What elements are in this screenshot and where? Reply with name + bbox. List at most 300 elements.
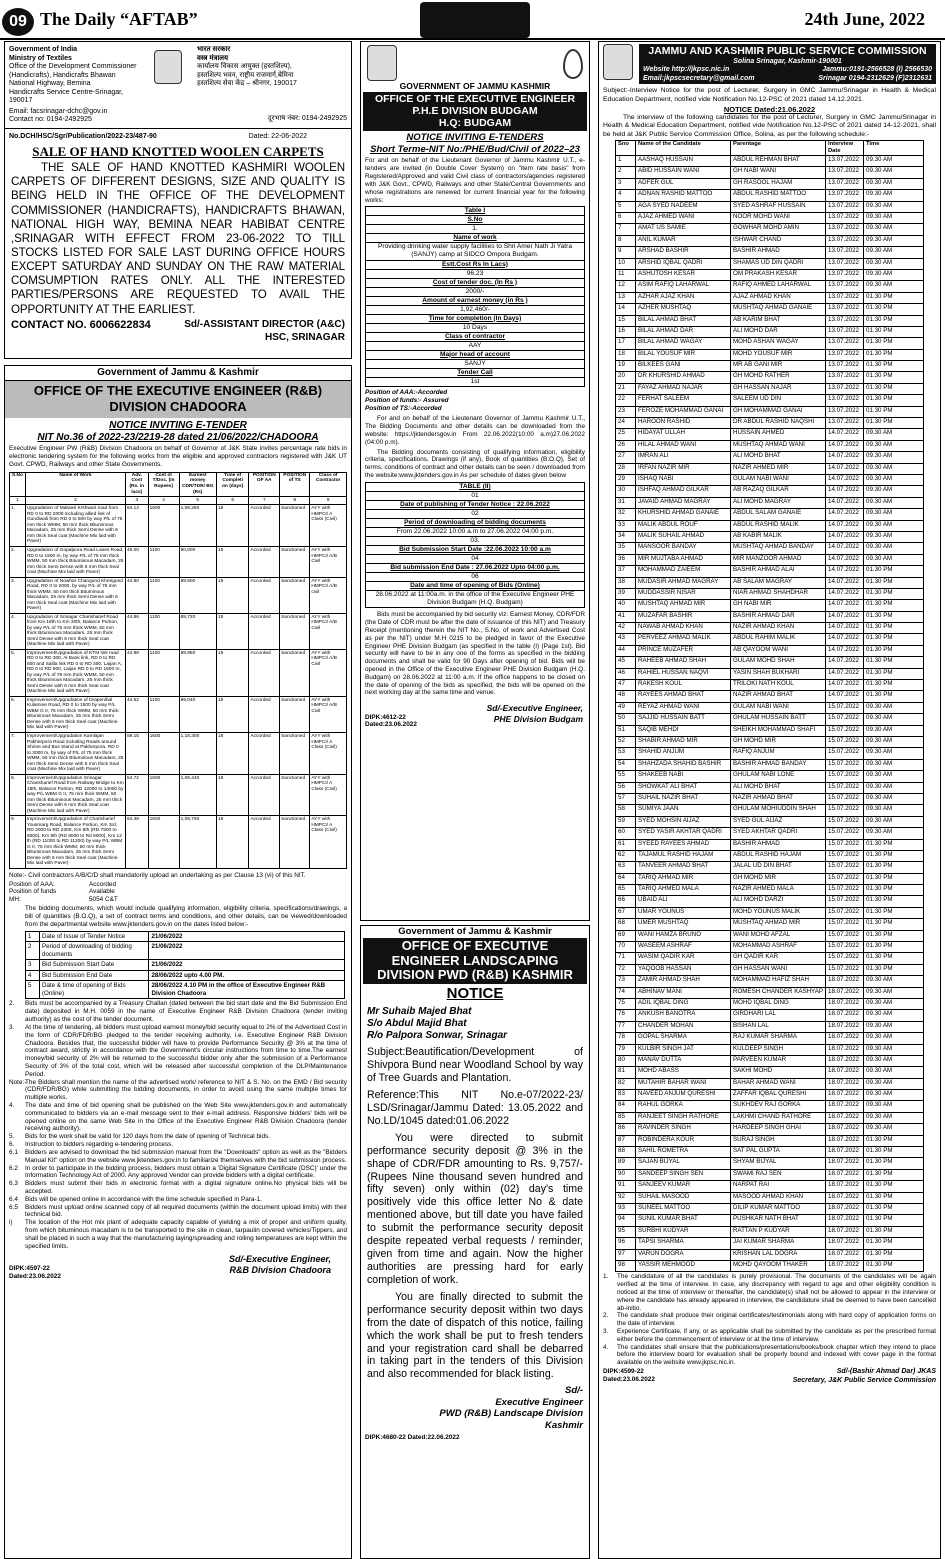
table-cell: 09.30 AM — [864, 736, 924, 747]
note-number: 1. — [603, 1273, 609, 1281]
table-cell: 45 — [616, 657, 636, 668]
table-cell: 3 — [26, 960, 40, 971]
website-text: Website http://jkpsc.nic.in — [643, 66, 730, 74]
addressee-line: R/o Palpora Sonwar, Srinagar — [367, 1030, 508, 1042]
table-cell: 93 — [616, 1204, 636, 1215]
table-row — [616, 178, 924, 189]
table-row — [616, 190, 924, 201]
signatory-office: PHE Division Budgam — [493, 713, 583, 724]
table-cell: 53 — [616, 748, 636, 759]
table-cell: 13 — [616, 292, 636, 303]
table-row — [366, 234, 585, 243]
table-cell: 44.52 — [125, 696, 148, 732]
table-cell: 14.07.2022 — [826, 554, 864, 565]
clause-number: 2. — [9, 1000, 15, 1008]
table-cell: 65 — [616, 885, 636, 896]
table-row — [616, 623, 924, 634]
table-cell: 96.23 — [366, 269, 585, 278]
table-cell: ADIL IQBAL DING — [636, 998, 731, 1009]
note-text: Note:- Civil contractors A/B/C/D shall mandatorily upload an undertaking as per Clause 13 (vi) of this NIT. — [9, 871, 306, 879]
table-cell: 01.30 PM — [864, 1249, 924, 1260]
ad-body: THE SALE OF HAND KNOTTED KASHMIRI WOOLEN CARPETS OF DIFFERENT DESIGNS, SIZE AND QUALITY IS BEING HELD IN THE OFFICE OF THE DEVELOPMENT COMMISSIONER (HANDICRAFTS), HANDICRAFTS BHAWAN, NATIONAL HIGH WAY, BEMINA NEAR HABIBAT CENTRE ,SRINAGAR WITH EFFECT FROM 23-06-2022 TO TILL STOCKS LISTED FOR SALE LAST DURING OFFICE HOURS EXCEPT SATURDAY AND SUNDAY ON THE RAW MATERIAL COMSUMPTION RATES ONLY. ALL THE INTERESTED PARTIES/PERSONS ARE REQUESTED TO AVAIL THE OPPORTUNITY AT THE EARLIEST. — [11, 161, 345, 316]
table-cell: 09.30 AM — [864, 486, 924, 497]
table-cell: ABDUL RASHID MATTOO — [731, 190, 826, 201]
table-cell: 09.30 AM — [864, 269, 924, 280]
pos-value: 5054 C&T — [89, 896, 118, 904]
table-cell: 44.80 — [125, 577, 148, 613]
table-cell: RAFIQ ANJUM — [731, 748, 826, 759]
table-cell: IMRAN ALI — [636, 452, 731, 463]
table-row — [616, 1204, 924, 1215]
table-cell: NAVEED ANJUM QURESHI — [636, 1090, 731, 1101]
table-cell: VARUN DOGRA — [636, 1249, 731, 1260]
table-cell: NAWAB AHMAD KHAN — [636, 623, 731, 634]
table-cell: YAQOOB HASSAN — [636, 964, 731, 975]
table-row — [616, 1135, 924, 1146]
clause-number: 3. — [9, 1023, 15, 1031]
table-cell: AB KABIR MALIK — [731, 531, 826, 542]
table-cell: SANJEEV KUMAR — [636, 1181, 731, 1192]
table-cell: Sanctioned — [280, 505, 310, 547]
table-cell: MUSHTAQ AHMAD GANAIE — [731, 304, 826, 315]
table-cell: 5 — [26, 981, 40, 999]
table-cell: 09.30 AM — [864, 1021, 924, 1032]
table-cell: BISHAN LAL — [731, 1021, 826, 1032]
table-cell: 47 — [616, 680, 636, 691]
table-cell: 09.30 AM — [864, 156, 924, 167]
table-cell: 15 — [216, 577, 249, 613]
table-cell: 15.07.2022 — [826, 805, 864, 816]
table-cell: 01.30 PM — [864, 850, 924, 861]
table-cell: SHAHZADA SHAHID BASHIR — [636, 759, 731, 770]
table-cell: 31 — [616, 497, 636, 508]
clause — [9, 1165, 347, 1181]
table-cell: 01.30 PM — [864, 1260, 924, 1271]
table-cell: 01.30 PM — [864, 668, 924, 679]
table-row — [616, 1249, 924, 1260]
table-cell: UMER MUSHTAQ — [636, 919, 731, 930]
table-cell: 4. — [10, 613, 26, 649]
clause-text: Bidders must upload online scanned copy of all required documents (within the document upload limits) with their technical bid. — [25, 1203, 347, 1219]
table-cell: AZHER MUSHTAQ — [636, 304, 731, 315]
table-row — [616, 509, 924, 520]
clause — [9, 1141, 347, 1149]
table-cell: Table I — [366, 207, 585, 216]
table-cell: GHULAM NABI LONE — [731, 771, 826, 782]
table-row — [616, 1055, 924, 1066]
table-cell: 10 — [616, 258, 636, 269]
table-cell: HUSSAIN AHMED — [731, 429, 826, 440]
table-row — [616, 213, 924, 224]
table-cell: 01 — [366, 491, 585, 500]
table-cell: 09.30 AM — [864, 497, 924, 508]
signatory: Sd/-Executive Engineer, — [228, 1254, 331, 1265]
aftab-logo-icon — [420, 2, 530, 38]
table-cell: 13.07.2022 — [826, 304, 864, 315]
table-cell: 1600 — [148, 505, 179, 547]
table-cell: 4 — [26, 970, 40, 981]
note — [603, 1312, 936, 1328]
table-cell: 01.30 PM — [864, 577, 924, 588]
table-cell: 66 — [616, 896, 636, 907]
table-cell: NIAR AHMAD SHAHDHAR — [731, 588, 826, 599]
table-cell: TAJAMUL RASHID HAJAM — [636, 850, 731, 861]
table-cell: 01.30 PM — [864, 907, 924, 918]
table-cell: Sanctioned — [280, 696, 310, 732]
table-cell: 79 — [616, 1044, 636, 1055]
table-cell: ADFER GUL — [636, 178, 731, 189]
table-cell: MUTAHIR BAHAR WANI — [636, 1078, 731, 1089]
table-cell: 74 — [616, 987, 636, 998]
table-cell: 15.07.2022 — [826, 953, 864, 964]
table-cell: TANVEER AHMAD BHAT — [636, 862, 731, 873]
table-cell: 15.07.2022 — [826, 793, 864, 804]
table-row — [616, 167, 924, 178]
table-cell: 14.07.2022 — [826, 634, 864, 645]
clause-text: In order to participate in the bidding process, bidders must obtain a 'Digital Signature Certificate (DSC)' under the Information Technology Act of 2000. Any approved Vendor can provide bidders with a digital certificate. — [25, 1164, 347, 1180]
table-cell: 8. — [10, 774, 26, 816]
table-row — [616, 1078, 924, 1089]
table-cell: 09.30 AM — [864, 463, 924, 474]
table-cell: ABDUL RASHID HAJAM — [731, 850, 826, 861]
table-cell: Improvement/Upgradation Kamlajan Pakherpora Road including Roads around Shrine and Bus Stand at Pakherpora, RD 0 to 3000 m, by way of P/L of 75 mm thick WMM, 50 mm thick Bituminous Macadam, 25 mm thick Semi Dense with 6 mm thick Seal coat (Machine Mix laid with Paver) — [25, 732, 125, 774]
table-cell: Date & time of opening of Bids (Online) — [40, 981, 149, 999]
table-cell: 97 — [616, 1249, 636, 1260]
table-row — [616, 1010, 924, 1021]
table-cell: 52 — [616, 736, 636, 747]
table-cell: 14.07.2022 — [826, 452, 864, 463]
table-row — [616, 611, 924, 622]
table-cell: SHABIR AHMAD MIR — [636, 736, 731, 747]
table-cell: Sanctioned — [280, 816, 310, 869]
clause-text: Instruction to bidders regarding e-tendering process. — [25, 1141, 174, 1149]
table-cell: 8 — [616, 235, 636, 246]
notice-sub: NOTICE INVITING E-TENDER — [109, 419, 247, 431]
table-cell: 3 — [616, 178, 636, 189]
table-row — [616, 475, 924, 486]
table-cell: JAI KUMAR SHARMA — [731, 1238, 826, 1249]
col-header: Sno — [616, 140, 636, 155]
table-cell: 28/06/2022 4.10 PM in the office of Executive Engineer R&B Division Chadoora — [149, 981, 345, 999]
table-cell: 21/06/2022 — [149, 942, 345, 960]
table-cell: 17 — [616, 338, 636, 349]
table-cell: 09.30 AM — [864, 1044, 924, 1055]
table-cell: UMAR YOUNUS — [636, 907, 731, 918]
table-cell: 13.07.2022 — [826, 361, 864, 372]
table-cell: 91 — [616, 1181, 636, 1192]
col-num: 2 — [25, 496, 125, 505]
table-row — [616, 736, 924, 747]
table-cell: 12 — [616, 281, 636, 292]
notice-date: NOTICE Dated:21.06.2022 — [723, 104, 816, 114]
table-row — [616, 1067, 924, 1078]
table-cell: PUSHKAR NATH BHAT — [731, 1215, 826, 1226]
table-cell: 09.30 AM — [864, 213, 924, 224]
table-row — [616, 304, 924, 315]
table-cell: 01.30 PM — [864, 657, 924, 668]
email-text: Email:jkpscsecretary@gmail.com — [643, 74, 755, 82]
col-header: POSITION of TS — [280, 472, 310, 496]
table-row — [366, 260, 585, 269]
table-cell: SUMIYA JAAN — [636, 805, 731, 816]
clause-text: The date and time of bid opening shall be published on the Web Site www.jktenders.gov.in and automatically communicated to bidders via an e-mail message sent to their e-mail address. Responsive bidders' bids will be opened online on the same Web Site in the Office of the Executive Engineer R&B Division Chadoora (tender receiving authority). — [25, 1102, 347, 1133]
table-cell: 22 — [616, 395, 636, 406]
table-cell: RAFIQ AHMED LAHARWAL — [731, 281, 826, 292]
table-cell: 73 — [616, 976, 636, 987]
col-header: Cost of T/Doc. (In Rupees) — [148, 472, 179, 496]
reference-text: Reference:This NIT No.e-07/2022-23/ LSD/Srinagar/Jammu Dated: 13.05.2022 and No.LD/1045 dated:01.06.2022 — [367, 1089, 583, 1127]
table-row — [616, 850, 924, 861]
table-cell: ABDUL REHMAN BHAT — [731, 156, 826, 167]
table-row — [616, 258, 924, 269]
table-cell: 14.07.2022 — [826, 645, 864, 656]
table-cell: TABLE (II) — [366, 482, 585, 491]
table-row — [616, 566, 924, 577]
table-cell: SUHAIL MASOOD — [636, 1192, 731, 1203]
table-cell: 01.30 PM — [864, 623, 924, 634]
subject-text: Subject:Beautification/Development of Shivpora Bund near Woodland School by way of Tree Guards and Plantation. — [367, 1046, 583, 1085]
table-cell: SYED GUL AIJAZ — [731, 816, 826, 827]
table-row — [616, 1124, 924, 1135]
table-cell: 96 — [616, 1238, 636, 1249]
table-row — [616, 383, 924, 394]
table-row — [616, 201, 924, 212]
col-num: 5 — [179, 496, 216, 505]
table-cell: JAVAID AHMAD MAGRAY — [636, 497, 731, 508]
table-cell: 09.30 AM — [864, 759, 924, 770]
table-row — [366, 287, 585, 296]
table-cell: Sanctioned — [280, 547, 310, 578]
table-cell: 14.07.2022 — [826, 520, 864, 531]
table-cell: BILAL AHMAD WAGAY — [636, 338, 731, 349]
table-cell: 20 — [616, 372, 636, 383]
table-cell: BILAL YOUSUF MIR — [636, 349, 731, 360]
table-cell: BASHIR AHMAD DAR — [731, 611, 826, 622]
intro-text: The interview of the following candidates for the post of Lecturer, Surgery in GMC Jammu/Srinagar in Health & Medical Education Department, notified vide Notification No.12-PSC of 2021 dated 14-12-2021, shall be held at J&K Public Service Commission Office, Solina, as per the following schedule:- — [603, 114, 936, 138]
works-table-wrap — [5, 470, 351, 871]
phe-title-block — [363, 92, 587, 131]
text-line: हस्तशिल्प भवन, राष्ट्रीय राजमार्ग,बेमिना — [197, 71, 294, 79]
table-cell: TAPSI SHARMA — [636, 1238, 731, 1249]
table-cell: 92 — [616, 1192, 636, 1203]
table-cell: Period of downloading of bidding documents — [366, 519, 585, 528]
table-cell: 09.30 AM — [864, 998, 924, 1009]
table-cell: SAQIB MEHDI — [636, 725, 731, 736]
table-cell: 15.07.2022 — [826, 964, 864, 975]
table-cell: KRISHAN LAL DOGRA — [731, 1249, 826, 1260]
table-cell: 18.07.2022 — [826, 1147, 864, 1158]
table-cell: 09.30 AM — [864, 805, 924, 816]
table-cell: ABDUL RASHID MALIK — [731, 520, 826, 531]
col-num: 8 — [280, 496, 310, 505]
table-cell: GULAM NABI WANI — [731, 475, 826, 486]
table-cell: Sanctioned — [280, 577, 310, 613]
clause — [9, 1024, 347, 1079]
phe-positions — [361, 387, 589, 414]
table-cell: 09.30 AM — [864, 554, 924, 565]
table-cell: 57 — [616, 793, 636, 804]
table-cell: AYY with HMPCI/ A Class (Civil) — [310, 774, 347, 816]
table-cell: 15.07.2022 — [826, 873, 864, 884]
table-cell: 09.30 AM — [864, 714, 924, 725]
table-cell: Improvement/Upgradation of Drapenihal Kulamine Road, RD 0 to 1500 by way P/L WBM G II, 75 mm thick WMM, 50 mm thick Bituminous Macadam, 25 mm thick Semi Dense with 6 mm thick Seal coat (Machine Mix laid with Paver) — [25, 696, 125, 732]
table-cell: AAY — [366, 341, 585, 350]
table-cell: 46 — [616, 668, 636, 679]
table-cell: 09.30 AM — [864, 224, 924, 235]
table-cell: 83 — [616, 1090, 636, 1101]
table-cell: 1600 — [148, 816, 179, 869]
table-row — [616, 759, 924, 770]
table-row — [366, 314, 585, 323]
reference-no: No.DCH/HSC/Sgr/Publication/2022-23/487-90 — [9, 132, 157, 140]
table-cell: SAHIL ROMETRA — [636, 1147, 731, 1158]
table-cell: 26 — [616, 440, 636, 451]
table-row — [616, 429, 924, 440]
table-cell: 01.30 PM — [864, 862, 924, 873]
table-row — [616, 269, 924, 280]
table-cell: 84 — [616, 1101, 636, 1112]
table-cell: 03. — [366, 537, 585, 546]
table-cell: 1. — [366, 225, 585, 234]
table-cell: 24 — [616, 418, 636, 429]
table-cell: SHAHID ANJUM — [636, 748, 731, 759]
table-cell: MR AB GANI MIR — [731, 361, 826, 372]
table-cell: 09.30 AM — [864, 1010, 924, 1021]
table-cell: AYY with HMPCI/ A/B civil — [310, 577, 347, 613]
table-cell: 54.72 — [125, 774, 148, 816]
dates-table-wrap — [5, 930, 351, 1001]
table-cell: 14.07.2022 — [826, 497, 864, 508]
text-line: Ministry of Textiles — [9, 54, 72, 62]
table-cell: 29 — [616, 475, 636, 486]
table-cell: AYY with HMPCI/ A Class (Civil) — [310, 816, 347, 869]
table-row — [10, 577, 347, 613]
table-cell: 1 — [616, 156, 636, 167]
table-cell: 50 — [616, 714, 636, 725]
table-cell: IRFAN NAZIR MIR — [636, 463, 731, 474]
table-cell: 89,960 — [179, 649, 216, 696]
table-cell: 01.30 PM — [864, 839, 924, 850]
table-cell: 13.07.2022 — [826, 178, 864, 189]
clause-number: 6.5 — [9, 1203, 18, 1211]
table-cell: 7. — [10, 732, 26, 774]
table-row — [616, 1021, 924, 1032]
table-cell: GULAM MOHD SHAH — [731, 657, 826, 668]
notes — [599, 1272, 940, 1368]
table-row — [26, 942, 345, 960]
table-cell: 01.30 PM — [864, 566, 924, 577]
table-row — [616, 885, 924, 896]
table-row — [10, 696, 347, 732]
table-cell: SHAKEEB NABI — [636, 771, 731, 782]
table-cell: BILAL AHMAD BHAT — [636, 315, 731, 326]
table-row — [616, 964, 924, 975]
col-header: Time — [864, 140, 924, 155]
signatory: Sd/-ASSISTANT DIRECTOR (A&C) — [184, 318, 345, 330]
table-cell: MOHD IQBAL DING — [731, 998, 826, 1009]
table-cell: AGA SYED NADEEM — [636, 201, 731, 212]
table-cell: BILKEES GANI — [636, 361, 731, 372]
table-cell: MUSHTAQ AHMAD MIR — [731, 919, 826, 930]
table-row — [366, 350, 585, 359]
gov-line: Government of Jammu & Kashmir — [5, 366, 351, 381]
table-cell: 15.07.2022 — [826, 919, 864, 930]
commission-address: Solina Srinagar, Kashmir-190001 — [733, 57, 842, 65]
position-line: Position of TS:-Accorded — [365, 404, 442, 412]
table-cell: 75 — [616, 998, 636, 1009]
note — [603, 1273, 936, 1312]
table-cell: 1600 — [148, 774, 179, 816]
commission-title: JAMMU AND KASHMIR PUBLIC SERVICE COMMISSION — [648, 45, 927, 57]
table-cell: 1,18,300 — [179, 732, 216, 774]
note-number: 2. — [603, 1312, 609, 1320]
table-cell: 13.07.2022 — [826, 156, 864, 167]
position-line: Position of AAA:-Accorded — [365, 388, 448, 396]
table-cell: 14.07.2022 — [826, 577, 864, 588]
table-cell: 15.07.2022 — [826, 782, 864, 793]
clause-text: The Bidders shall mention the name of the advertised work/ reference to NIT & S. No. on the EMD / Bid security (CDR/FDR/BG) while submitting the bidding documents, in order to avoid using the same multiple times for multiple works. — [25, 1078, 347, 1102]
table-cell: 18.07.2022 — [826, 1044, 864, 1055]
pos-value: Accorded — [89, 880, 116, 888]
table-cell: 18.07.2022 — [826, 1021, 864, 1032]
table-cell: 09.30 AM — [864, 793, 924, 804]
landscape-notice — [360, 925, 590, 1559]
col-header: Adv. Cost (Rs. in lacs) — [125, 472, 148, 496]
table-row — [366, 323, 585, 332]
table-cell: 15.07.2022 — [826, 759, 864, 770]
table-cell: GH QADIR KAR — [731, 953, 826, 964]
table-cell: 02 — [366, 509, 585, 518]
chadoora-tender — [4, 365, 352, 1559]
table-cell: 34 — [616, 531, 636, 542]
table-cell: 09.30 AM — [864, 531, 924, 542]
table-cell: GH MOHD MIR — [731, 873, 826, 884]
table-cell: Accorded — [249, 505, 280, 547]
table-cell: 01.30 PM — [864, 372, 924, 383]
table-row — [616, 440, 924, 451]
clause — [9, 1196, 347, 1204]
table-cell: TARIQ AHMAD MIR — [636, 873, 731, 884]
clause-number: Note:- — [9, 1078, 27, 1086]
table-cell: 71 — [616, 953, 636, 964]
table-cell: 16 — [616, 326, 636, 337]
col-header: POSITION OF AA — [249, 472, 280, 496]
table-row — [616, 361, 924, 372]
table-cell: MALIK SUHAIL AHMAD — [636, 531, 731, 542]
table-row — [616, 714, 924, 725]
table-cell: 28/06/2022 upto 4.00 PM. — [149, 970, 345, 981]
table-row — [616, 839, 924, 850]
table-row — [616, 998, 924, 1009]
table-cell: 18.07.2022 — [826, 1158, 864, 1169]
table-row — [616, 919, 924, 930]
table-cell: SHYAM BIJYAL — [731, 1158, 826, 1169]
table-cell: YASIN SHAH BUKHARI — [731, 668, 826, 679]
table-cell: BILAL AHMAD DAR — [636, 326, 731, 337]
table-row — [10, 505, 347, 547]
jkpsc-title-block — [639, 44, 936, 84]
table-cell: AZHAR AJAZ KHAN — [636, 292, 731, 303]
table-cell: MOHAMMAD HAFIZ SHAH — [731, 976, 826, 987]
position-block — [5, 881, 351, 904]
table-cell: 15.07.2022 — [826, 771, 864, 782]
table-cell: 51 — [616, 725, 636, 736]
table-cell: SALEEM UD DIN — [731, 395, 826, 406]
table-cell: 15.07.2022 — [826, 907, 864, 918]
table-cell: 15.07.2022 — [826, 896, 864, 907]
table-row — [366, 537, 585, 546]
table-row — [616, 156, 924, 167]
